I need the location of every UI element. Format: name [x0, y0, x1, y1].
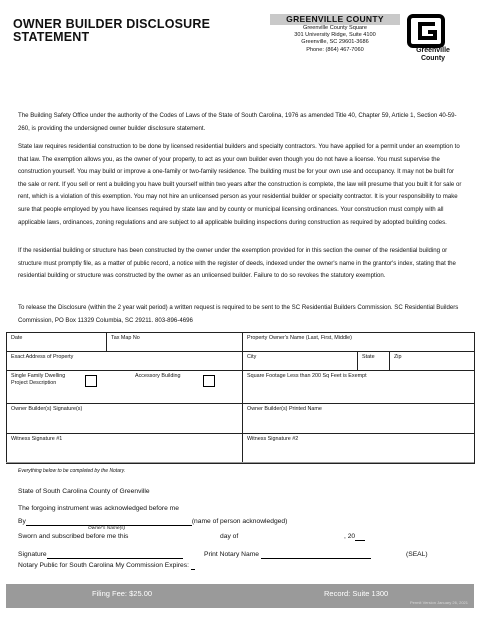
witness-1-field[interactable] [7, 434, 243, 464]
law-paragraph: State law requires residential construction to be done by licensed residential builders and specialty contractors. You have applied for a permit under an exemption to that law. The exemption allows you, as the owner of your property, to act as your own builder even though you do not have a license. You must supervise the construction yourself. You may build or improve a one-family or two-family residence. The building must be for your own use and occupancy. It may not be built for the sale or rent. If you sell or rent a building you have built yourself within two years after the construction is complete, the law will presume that you built it for sale or rent, which is a violation of this exemption. You may not hire an unlicensed person as your residential builder or specialty contractor. It is your responsibility to make sure that people employed by you have licenses required by state law and by county or municipal licensing ordinances. Your construction must comply with all applicable laws, ordinances, zoning regulations and are subject to all applicable building inspections during construction as required by adopted building codes. [18, 143, 462, 226]
tax-map-field[interactable] [107, 333, 243, 352]
sworn-line: Sworn and subscribed before me this [18, 533, 129, 540]
witness-2-label: Witness Signature #2 [247, 436, 299, 442]
phone-line: Phone: (864) 467-7060 [306, 46, 364, 53]
year-label: , 20 [344, 533, 356, 540]
name-acknowledged-label: (name of person acknowledged) [191, 518, 288, 525]
witness-1-label: Witness Signature #1 [11, 436, 63, 442]
project-description-label: Project Description [11, 380, 57, 386]
address-line-2: 301 University Ridge, Suite 4100 [294, 32, 376, 39]
accessory-label: Accessory Building [135, 373, 181, 379]
section-divider [6, 462, 474, 463]
signature-line[interactable] [47, 551, 183, 559]
address-line-3: Greenville, SC 29601-3686 [301, 39, 369, 46]
title-line-2: STATEMENT [13, 30, 90, 44]
county-address-block [270, 14, 400, 66]
owner-printed-name-field[interactable] [243, 404, 475, 434]
single-family-checkbox[interactable] [85, 375, 97, 387]
notary-signature-field[interactable] [18, 551, 183, 559]
year-line[interactable] [355, 533, 365, 541]
sqft-field[interactable] [243, 371, 475, 404]
owner-name-field[interactable] [243, 333, 475, 352]
logo-wordmark [404, 47, 462, 62]
owner-name-label: Property Owner's Name (Last, First, Middle) [247, 335, 352, 341]
filing-fee: Filing Fee: $25.00 [92, 589, 153, 598]
footer-bar [6, 584, 474, 608]
owner-signature-field[interactable] [7, 404, 243, 434]
owner-printed-name-label: Owner Builder(s) Printed Name [247, 406, 322, 412]
project-description-cell [7, 371, 243, 404]
expiration-line[interactable] [191, 562, 195, 570]
address-line-1: Greenville County Square [302, 25, 368, 31]
zip-label: Zip [394, 354, 402, 360]
page-title [13, 18, 210, 44]
sqft-label: Square Footage Less than 200 Sq Feet is Exempt [247, 373, 367, 379]
print-notary-field[interactable] [204, 551, 371, 559]
witness-2-field[interactable] [243, 434, 475, 464]
zip-field[interactable] [390, 352, 475, 371]
logo-text-line-2: County [420, 54, 446, 62]
state-label: State [362, 354, 375, 360]
owner-signature-label: Owner Builder(s) Signature(s) [11, 406, 83, 412]
commission-label: Notary Public for South Carolina My Commission Expires: [18, 562, 189, 569]
filing-paragraph: If the residential building or structure has been constructed by the owner under the exemption provided for in this section the owner of the residential building or structure must promptly file, as a matter of public record, a notice with the register of deeds, indexed under the owner's name in the grantor's index, stating that the residential building or structure was constructed by the owner as an unlicensed builder. Failure to do so revokes the statutory exemption. [18, 247, 456, 280]
single-family-label: Single Family Dwelling [11, 373, 66, 379]
day-of-label: day of [220, 533, 239, 540]
logo-text-line-1: Greenville [416, 47, 450, 54]
date-label: Date [11, 335, 23, 341]
owner-builder-form [6, 332, 475, 464]
accessory-checkbox[interactable] [203, 375, 215, 387]
state-field[interactable] [358, 352, 390, 371]
notary-forgoing-line: The forgoing instrument was acknowledged before me [18, 505, 179, 512]
exact-address-field[interactable] [7, 352, 243, 371]
city-field[interactable] [243, 352, 358, 371]
print-name-label: Print Notary Name [204, 551, 260, 558]
record-location: Record: Suite 1300 [324, 589, 389, 598]
by-label: By [18, 518, 26, 525]
county-name: GREENVILLE COUNTY [270, 14, 400, 25]
year-field[interactable] [344, 533, 365, 541]
revision-note: Permit Version January 26, 2021 [409, 600, 468, 605]
title-line-1: OWNER BUILDER DISCLOSURE [13, 17, 211, 31]
intro-paragraph: The Building Safety Office under the authority of the Codes of Laws of the State of South Carolina, 1976 as amended Title 40, Chapter 59, Article 1, Section 40-59-260, is providing the undersigned owner builder disclosure statement. [18, 112, 457, 132]
commission-expires-line[interactable] [18, 562, 195, 570]
signature-label: Signature [18, 551, 47, 558]
release-paragraph: To release the Disclosure (within the 2 year wait period) a written request is required to be sent to the SC Residential Builders Commission. SC Residential Builders Commission, PO Box 11329 Columbia, SC 29211. 803-896-4696 [18, 304, 459, 324]
date-field[interactable] [7, 333, 107, 352]
print-name-line[interactable] [261, 551, 371, 559]
notary-state-line: State of South Carolina County of Greenville [18, 488, 150, 495]
exact-address-label: Exact Address of Property [11, 354, 74, 360]
tax-map-label: Tax Map No [111, 335, 140, 341]
notary-instruction: Everything below to be completed by the Notary. [18, 468, 126, 474]
owners-name-caption: Owner's Name(s) [88, 526, 126, 531]
seal-label: (SEAL) [406, 551, 428, 558]
notary-by-line [18, 518, 287, 526]
city-label: City [247, 354, 257, 360]
acknowledged-name-line[interactable] [26, 518, 192, 526]
